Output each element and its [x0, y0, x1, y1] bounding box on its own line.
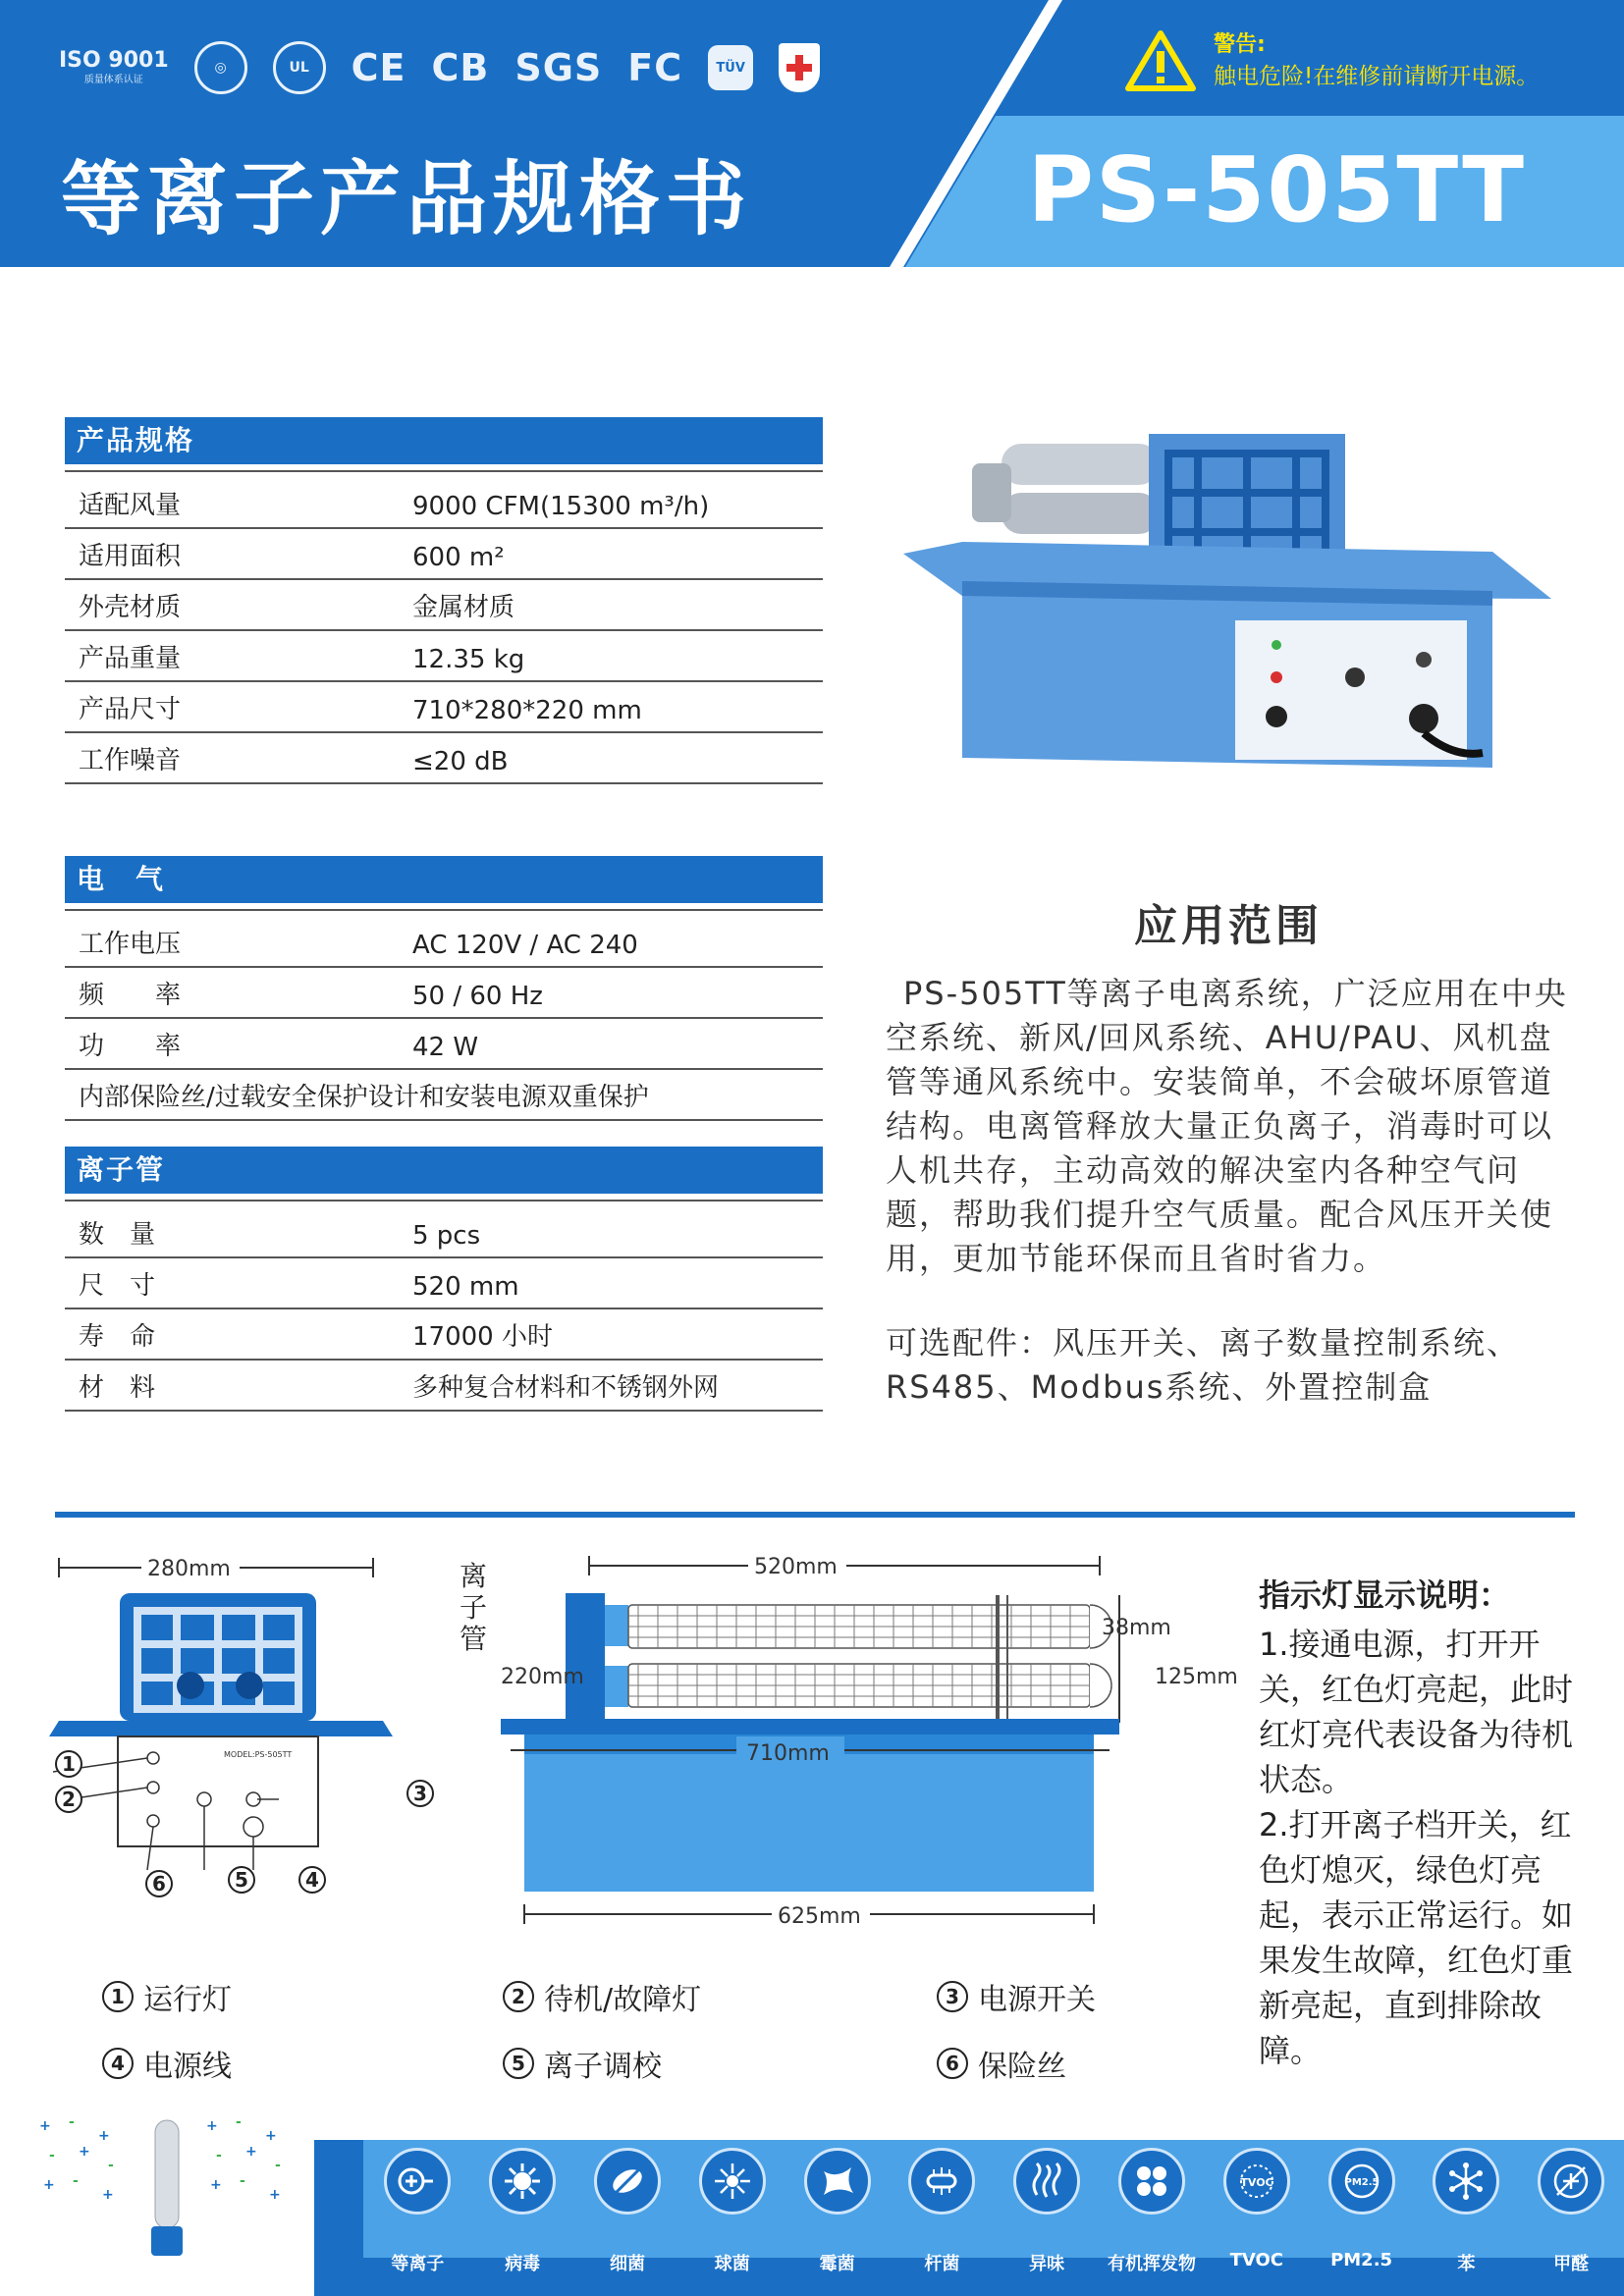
indicator-instructions: [1259, 1571, 1593, 2073]
panel-model-text: MODEL:PS-505TT: [224, 1750, 293, 1759]
spec-row: 产品尺寸 710*280*220 mm: [65, 682, 823, 733]
svg-text:+: +: [98, 2128, 110, 2144]
svg-text:-: -: [49, 2148, 55, 2163]
callout-1: 1: [62, 1752, 76, 1776]
footer-item: 等离子: [365, 2148, 470, 2285]
dimension-diagram: [39, 1536, 1257, 1958]
fcc-logo: FC: [627, 46, 683, 89]
optional-accessories: 可选配件：风压开关、离子数量控制系统、RS485、Modbus系统、外置控制盒: [886, 1324, 1521, 1406]
spec-row: 频 率 50 / 60 Hz: [65, 968, 823, 1019]
svg-text:+: +: [245, 2144, 257, 2160]
len-625-label: 625mm: [778, 1904, 861, 1929]
callout-3: 3: [413, 1782, 427, 1805]
odor-icon: [1013, 2148, 1080, 2215]
ion-tube-section-title: 离子管: [65, 1147, 823, 1194]
header-banner: [0, 0, 1624, 267]
spec-row: 适配风量 9000 CFM(15300 m³/h): [65, 478, 823, 529]
spec-row: 寿 命 17000 小时: [65, 1309, 823, 1361]
iso9001-logo: ISO 9001 质量体系认证: [59, 48, 169, 85]
svg-text:-: -: [108, 2158, 114, 2173]
svg-text:+: +: [265, 2128, 277, 2144]
footer-item: 有机挥发物: [1100, 2148, 1205, 2285]
h-125-label: 125mm: [1155, 1665, 1238, 1689]
product-photo: [903, 424, 1551, 777]
warning-text: 触电危险!在维修前请断开电源。: [1214, 64, 1540, 89]
footer-item: 甲醛: [1519, 2148, 1624, 2285]
tube-label-3: 管: [460, 1623, 488, 1655]
svg-text:-: -: [236, 2114, 242, 2130]
ion-tube-spec-table: [65, 1147, 823, 1412]
tube-label-1: 离: [460, 1560, 488, 1592]
indicator-title: 指示灯显示说明：: [1259, 1576, 1511, 1614]
sgs-logo: SGS: [514, 46, 603, 89]
warning-notice: [1125, 29, 1539, 92]
callout-4: 4: [305, 1868, 319, 1892]
plus-minus-ion-icon: [384, 2148, 451, 2215]
electric-section-title: 电 气: [65, 856, 823, 903]
svg-text:+: +: [269, 2187, 281, 2203]
red-cross-shield-icon: [779, 43, 820, 92]
organic-volatile-icon: [1118, 2148, 1185, 2215]
ce-logo: CE: [351, 46, 406, 89]
callout-2: 2: [62, 1788, 76, 1811]
footer-item: TVOC TVOC: [1204, 2148, 1309, 2285]
svg-text:TVOC: TVOC: [1240, 2176, 1273, 2189]
indicator-step-1: 1.接通电源，打开开关，红色灯亮起，此时红灯亮代表设备为待机状态。: [1259, 1626, 1574, 1798]
h-220-label: 220mm: [501, 1665, 584, 1689]
legend-item: 6 保险丝: [937, 2042, 1066, 2085]
section-divider: [55, 1512, 1575, 1518]
footer-icon-row: [365, 2148, 1624, 2285]
warning-title: 警告:: [1214, 32, 1266, 57]
svg-text:+: +: [43, 2177, 55, 2193]
legend-item: 2 待机/故障灯: [503, 1975, 701, 2018]
tvoc-icon: [1223, 2148, 1290, 2215]
width-280-label: 280mm: [147, 1557, 231, 1581]
footer-item: 异味: [995, 2148, 1100, 2285]
electric-spec-table: [65, 856, 823, 1121]
footer-item: PM2.5 PM2.5: [1309, 2148, 1414, 2285]
footer-item: 病毒: [470, 2148, 575, 2285]
certification-logos: [59, 37, 820, 98]
svg-text:+: +: [210, 2177, 222, 2193]
cb-logo: CB: [431, 46, 490, 89]
spec-row: 功 率 42 W: [65, 1019, 823, 1070]
spec-row: 适用面积 600 m²: [65, 529, 823, 580]
svg-text:PM2.5: PM2.5: [1344, 2177, 1380, 2188]
coccus-icon: [699, 2148, 766, 2215]
spec-row: 工作电压 AC 120V / AC 240: [65, 917, 823, 968]
indicator-step-2: 2.打开离子档开关，红色灯熄灭，绿色灯亮起，表示正常运行。如果发生故障，红色灯重新亮起，直到排除故障。: [1259, 1806, 1574, 2069]
ion-tube-illustration: [29, 2101, 314, 2277]
bacteria-icon: [594, 2148, 661, 2215]
application-body: PS-505TT等离子电离系统，广泛应用在中央空系统、新风/回风系统、AHU/PAU、风机盘管等通风系统中。安装简单，不会破坏原管道结构。电离管释放大量正负离子，消毒时可以人机共存，主动高效的解决室内各种空气问题，帮助我们提升空气质量。配合风压开关使用，更加节能环保而且省时省力。: [886, 975, 1568, 1277]
spec-row: 数 量 5 pcs: [65, 1207, 823, 1258]
legend-item: 5 离子调校: [503, 2042, 662, 2085]
spec-row: 尺 寸 520 mm: [65, 1258, 823, 1309]
svg-text:-: -: [240, 2173, 245, 2189]
page-title: 等离子产品规格书: [61, 153, 753, 246]
bacillus-icon: [908, 2148, 975, 2215]
len-520-label: 520mm: [754, 1555, 838, 1579]
spec-row: 产品重量 12.35 kg: [65, 631, 823, 682]
spec-row: 工作噪音 ≤20 dB: [65, 733, 823, 784]
application-title: 应用范围: [1134, 901, 1323, 951]
spec-section-title: 产品规格: [65, 417, 823, 464]
ul-logo: UL: [273, 41, 326, 94]
footer-item: 苯: [1414, 2148, 1519, 2285]
spec-row: 材 料 多种复合材料和不锈钢外网: [65, 1361, 823, 1412]
svg-text:+: +: [206, 2118, 218, 2134]
model-number: PS-505TT: [1027, 137, 1526, 242]
svg-text:+: +: [102, 2187, 114, 2203]
svg-text:-: -: [216, 2148, 222, 2163]
legend-item: 4 电源线: [102, 2042, 232, 2085]
svg-text:-: -: [69, 2114, 75, 2130]
spec-row-note: 内部保险丝/过载安全保护设计和安装电源双重保护: [65, 1070, 823, 1121]
seal-logo: ◎: [194, 41, 247, 94]
svg-text:-: -: [73, 2173, 79, 2189]
virus-icon: [489, 2148, 556, 2215]
tube-label-2: 子: [460, 1591, 488, 1624]
callout-6: 6: [152, 1872, 166, 1896]
mold-icon: [804, 2148, 871, 2215]
legend-item: 3 电源开关: [937, 1975, 1096, 2018]
tuv-logo: TÜV: [708, 45, 753, 90]
footer-item: 球菌: [679, 2148, 785, 2285]
svg-text:-: -: [275, 2158, 281, 2173]
callout-5: 5: [235, 1868, 248, 1892]
warning-triangle-icon: [1125, 29, 1196, 92]
legend-item: 1 运行灯: [102, 1975, 232, 2018]
spec-row: 外壳材质 金属材质: [65, 580, 823, 631]
footer-item: 霉菌: [785, 2148, 890, 2285]
d-38-label: 38mm: [1102, 1616, 1171, 1640]
svg-text:+: +: [39, 2118, 51, 2134]
formaldehyde-icon: [1538, 2148, 1604, 2215]
pm25-icon: [1328, 2148, 1395, 2215]
len-710-label: 710mm: [746, 1741, 830, 1766]
product-spec-table: [65, 417, 823, 784]
svg-text:+: +: [79, 2144, 90, 2160]
footer-item: 细菌: [575, 2148, 680, 2285]
footer-item: 杆菌: [890, 2148, 995, 2285]
benzene-icon: [1433, 2148, 1499, 2215]
